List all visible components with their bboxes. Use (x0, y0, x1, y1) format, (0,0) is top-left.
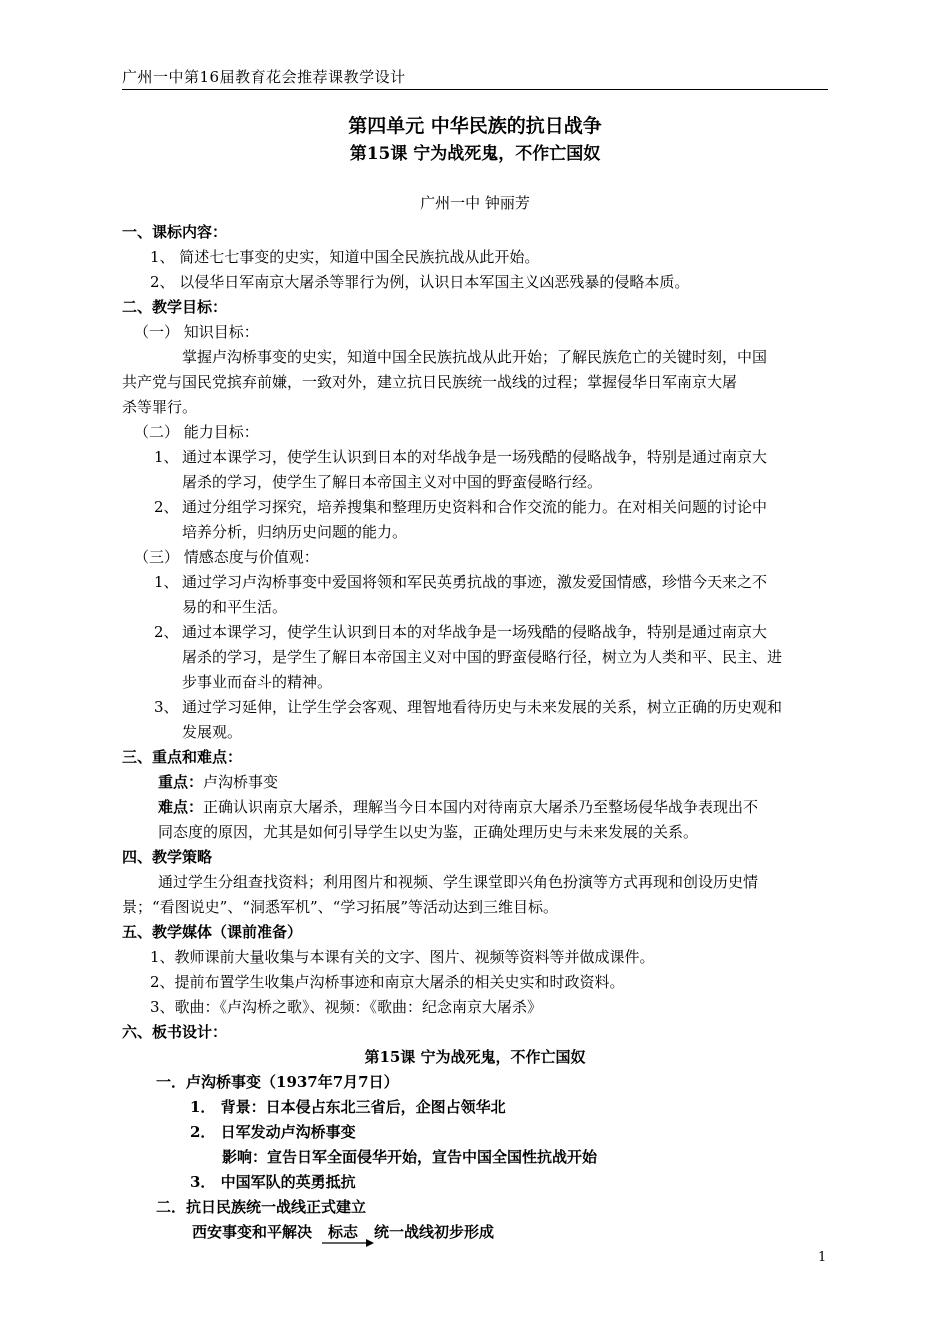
board-item: 3． 中国军队的英勇抵抗 (190, 1173, 356, 1191)
board-item: 二．抗日民族统一战线正式建立 (156, 1198, 367, 1216)
paragraph-line: 景；“看图说史”、“洞悉军机”、“学习拓展”等活动达到三维目标。 (122, 898, 559, 916)
document-body (122, 112, 828, 1245)
arrow-label: 标志 (328, 1220, 358, 1245)
paragraph-line: 同态度的原因，尤其是如何引导学生以史为鉴，正确处理历史与未来发展的关系。 (158, 823, 699, 841)
unit-title: 第四单元 中华民族的抗日战争 (348, 115, 602, 137)
subsection-label: （二） 能力目标： (134, 423, 259, 441)
section-heading: 一、课标内容： (122, 223, 228, 241)
list-item: 2、 通过本课学习，使学生认识到日本的对华战争是一场残酷的侵略战争，特别是通过南京大 (154, 623, 768, 641)
subsection-label: （三） 情感态度与价值观： (134, 548, 319, 566)
lesson-title: 第15课 宁为战死鬼，不作亡国奴 (349, 144, 601, 164)
paragraph-line: 掌握卢沟桥事变的史实，知道中国全民族抗战从此开始；了解民族危亡的关键时刻，中国 (182, 348, 768, 366)
board-item: 2． 日军发动卢沟桥事变 (190, 1123, 356, 1141)
section-heading: 六、板书设计： (122, 1023, 228, 1041)
list-item: 2、 通过分组学习探究，培养搜集和整理历史资料和合作交流的能力。在对相关问题的讨论中 (154, 498, 768, 516)
section-heading: 五、教学媒体（课前准备） (122, 923, 303, 941)
section-heading: 四、教学策略 (122, 848, 213, 866)
list-item: 1、 通过本课学习，使学生认识到日本的对华战争是一场残酷的侵略战争，特别是通过南京大 (154, 448, 768, 466)
board-item: 一．卢沟桥事变（1937年7月7日） (156, 1073, 399, 1091)
key-point: 重点：卢沟桥事变 (158, 773, 279, 791)
list-item-continuation: 屠杀的学习，是学生了解日本帝国主义对中国的野蛮侵略行径，树立为人类和平、民主、进 (182, 648, 783, 666)
board-item: 1． 背景：日本侵占东北三省后，企图占领华北 (190, 1098, 506, 1116)
paragraph-line: 通过学生分组查找资料；利用图片和视频、学生课堂即兴角色扮演等方式再现和创设历史情 (158, 873, 759, 891)
list-item-continuation: 发展观。 (182, 723, 243, 741)
difficult-point: 难点：正确认识南京大屠杀，理解当今日本国内对待南京大屠杀乃至整场侵华战争表现出不 (158, 798, 759, 816)
list-item-continuation: 屠杀的学习，使学生了解日本帝国主义对中国的野蛮侵略行经。 (182, 473, 603, 491)
section-heading: 三、重点和难点： (122, 748, 243, 766)
list-item-continuation: 易的和平生活。 (182, 598, 288, 616)
paragraph-line: 杀等罪行。 (122, 398, 198, 416)
author: 广州一中 钟丽芳 (420, 194, 530, 212)
list-item: 3、 通过学习延伸，让学生学会客观、理智地看待历史与未来发展的关系，树立正确的历史观和 (154, 698, 783, 716)
right-arrow-icon (322, 1238, 374, 1248)
subsection-label: （一） 知识目标： (134, 323, 259, 341)
blackboard-design (122, 1045, 828, 1245)
header-rule (122, 89, 828, 90)
list-item-continuation: 步事业而奋斗的精神。 (182, 673, 333, 691)
list-item: 1、 通过学习卢沟桥事变中爱国将领和军民英勇抗战的事迹，激发爱国情感，珍惜今天来之不 (154, 573, 768, 591)
board-item: 西安事变和平解决 标志 统一战线初步形成 (122, 1220, 828, 1245)
list-item: 2、 以侵华日军南京大屠杀等罪行为例，认识日本军国主义凶恶残暴的侵略本质。 (150, 273, 690, 291)
list-item: 3、歌曲：《卢沟桥之歌》、视频：《歌曲：纪念南京大屠杀》 (150, 998, 543, 1016)
list-item: 2、提前布置学生收集卢沟桥事迹和南京大屠杀的相关史实和时政资料。 (150, 973, 625, 991)
paragraph-line: 共产党与国民党摈弃前嫌，一致对外，建立抗日民族统一战线的过程；掌握侵华日军南京大屠 (122, 373, 738, 391)
page-header: 广州一中第16届教育花会推荐课教学设计 (122, 68, 406, 86)
list-item: 1、教师课前大量收集与本课有关的文字、图片、视频等资料等并做成课件。 (150, 948, 655, 966)
page-number: 1 (818, 1250, 827, 1265)
board-item: 影响：宣告日军全面侵华开始，宣告中国全国性抗战开始 (222, 1148, 598, 1166)
list-item: 1、 简述七七事变的史实，知道中国全民族抗战从此开始。 (150, 248, 540, 266)
board-title: 第15课 宁为战死鬼，不作亡国奴 (364, 1048, 586, 1066)
section-heading: 二、教学目标： (122, 298, 228, 316)
list-item-continuation: 培养分析，归纳历史问题的能力。 (182, 523, 408, 541)
